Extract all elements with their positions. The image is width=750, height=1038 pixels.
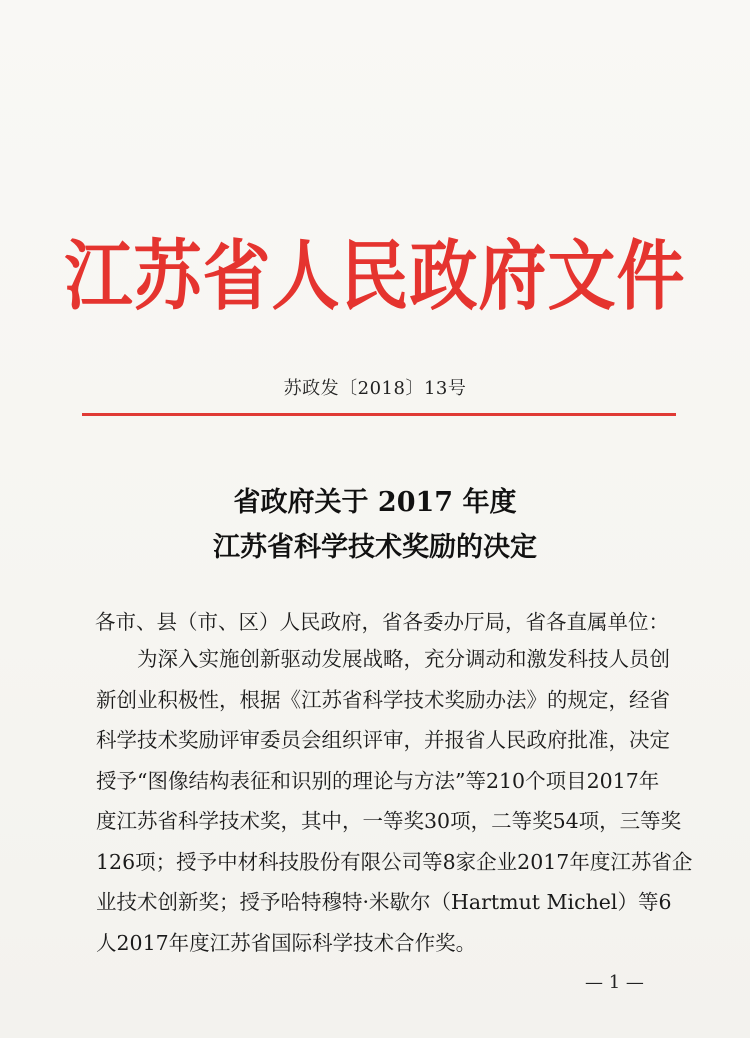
paragraph-line: 新创业积极性，根据《江苏省科学技术奖励办法》的规定，经省 [96, 687, 670, 712]
red-divider-line [82, 413, 676, 416]
document-number: 苏政发〔2018〕13号 [283, 378, 467, 399]
salutation: 各市、县（市、区）人民政府，省各委办厅局，省各直属单位： [95, 610, 669, 634]
paragraph-line: 126项；授予中材科技股份有限公司等8家企业2017年度江苏省企 [96, 849, 693, 874]
paragraph-line: 为深入实施创新驱动发展战略，充分调动和激发科技人员创 [96, 647, 670, 671]
document-title-line-2: 江苏省科学技术奖励的决定 [213, 532, 537, 563]
paragraph-line: 业技术创新奖；授予哈特穆特·米歇尔（Hartmut Michel）等6 [96, 890, 672, 914]
document-title-line-1: 省政府关于 2017 年度 [233, 487, 517, 518]
body-paragraph [96, 639, 693, 963]
paragraph-line: 度江苏省科学技术奖，其中，一等奖30项，二等奖54项，三等奖 [96, 809, 682, 833]
paragraph-line: 科学技术奖励评审委员会组织评审，并报省人民政府批准，决定 [96, 728, 670, 752]
paragraph-line: 人2017年度江苏省国际科学技术合作奖。 [96, 930, 477, 955]
paragraph-line: 授予“图像结构表征和识别的理论与方法”等210个项目2017年 [96, 768, 660, 793]
masthead-title: 江苏省人民政府文件 [64, 232, 686, 322]
page-number: — 1 — [585, 972, 644, 993]
